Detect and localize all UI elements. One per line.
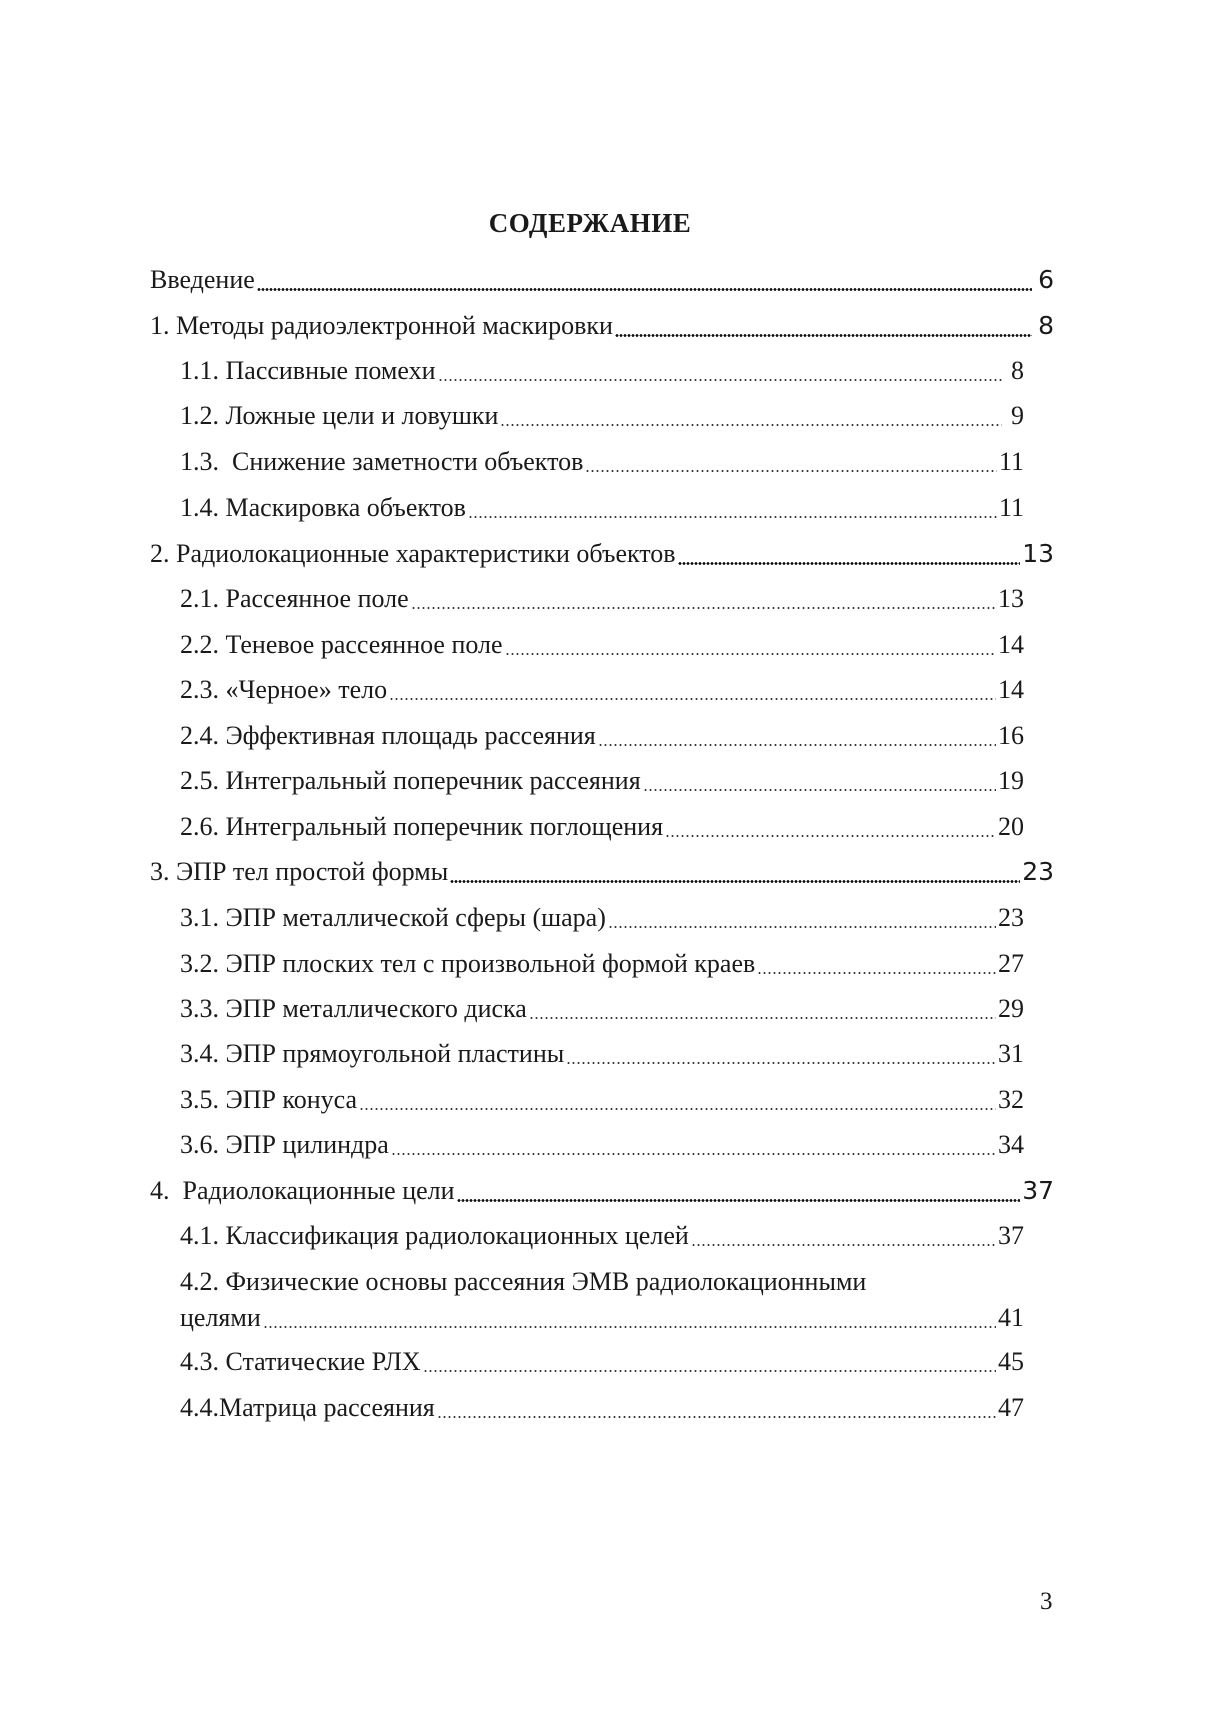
toc-entry-label-line1: 4.2. Физические основы рассеяния ЭМВ радиолокационными xyxy=(180,1267,867,1296)
toc-entry-label: 3.1. ЭПР металлической сферы (шара) xyxy=(180,903,606,932)
toc-entry-page: 8 xyxy=(1011,356,1024,385)
toc-entry-label: 4.4.Матрица рассеяния xyxy=(180,1393,435,1422)
toc-entry-page: 8 xyxy=(1038,311,1054,340)
toc-entry-label: целями xyxy=(180,1302,261,1332)
toc-entry xyxy=(150,490,1054,526)
toc-entry xyxy=(150,763,1054,799)
toc-entry-label: 1.1. Пассивные помехи xyxy=(180,356,436,385)
toc-entry-page: 31 xyxy=(998,1039,1024,1068)
toc-entry-page: 23 xyxy=(1022,857,1054,886)
toc-entry-label: 2.1. Рассеянное поле xyxy=(180,584,409,613)
toc-entry-label: 3.5. ЭПР конуса xyxy=(180,1085,358,1114)
dot-leader xyxy=(438,379,1003,381)
dot-leader xyxy=(359,1108,996,1110)
dot-leader xyxy=(450,880,1020,883)
dot-leader xyxy=(643,789,996,791)
toc-entry-label: 3.3. ЭПР металлического диска xyxy=(180,994,527,1023)
toc-entry-page: 23 xyxy=(998,903,1024,932)
dot-leader xyxy=(389,698,996,700)
dot-leader xyxy=(665,835,996,837)
toc-entry-page: 16 xyxy=(998,721,1024,750)
dot-leader xyxy=(437,1416,996,1418)
toc-entry xyxy=(150,398,1054,434)
toc-entry-page: 9 xyxy=(1011,401,1024,430)
toc-entry-label: 3.6. ЭПР цилиндра xyxy=(180,1130,389,1159)
toc-entry xyxy=(150,1264,1054,1336)
toc-entry-page: 34 xyxy=(998,1130,1024,1159)
toc-entry xyxy=(150,1173,1054,1209)
toc-entry xyxy=(150,1127,1054,1163)
dot-leader xyxy=(585,470,997,472)
toc-entry-page: 14 xyxy=(998,675,1024,704)
toc-entry-label: 1.2. Ложные цели и ловушки xyxy=(180,401,499,430)
toc-entry-page: 32 xyxy=(998,1085,1024,1114)
toc-entry xyxy=(150,536,1054,572)
toc-entry xyxy=(150,672,1054,708)
toc-entry-label: 2.3. «Черное» тело xyxy=(180,675,388,704)
toc-entry-page: 14 xyxy=(998,630,1024,659)
toc-entry-page: 11 xyxy=(998,447,1024,476)
toc-entry xyxy=(150,1082,1054,1118)
toc-entry xyxy=(150,809,1054,845)
toc-entry-label: 3.4. ЭПР прямоугольной пластины xyxy=(180,1039,565,1068)
toc-entry xyxy=(150,444,1054,480)
toc-entry-label: 2. Радиолокационные характеристики объектов xyxy=(150,539,676,568)
toc-entry xyxy=(150,946,1054,982)
toc-entry xyxy=(150,1036,1054,1072)
toc-entry-page: 19 xyxy=(998,766,1024,795)
dot-leader xyxy=(529,1017,996,1019)
toc-entry-page: 6 xyxy=(1038,265,1054,294)
toc-entry xyxy=(150,581,1054,617)
toc-entry-page: 45 xyxy=(998,1347,1024,1376)
dot-leader xyxy=(468,516,997,518)
toc-entry-label: 2.4. Эффективная площадь рассеяния xyxy=(180,721,596,750)
toc-entry xyxy=(150,854,1054,890)
toc-entry xyxy=(150,308,1054,344)
dot-leader xyxy=(263,1326,996,1328)
toc-entry-label: 3. ЭПР тел простой формы xyxy=(150,857,449,886)
dot-leader xyxy=(457,1199,1021,1202)
toc-entry-label: 4.3. Статические РЛХ xyxy=(180,1347,421,1376)
page-number: 3 xyxy=(1040,1588,1053,1615)
toc-entry-label: 4.1. Классификация радиолокационных целей xyxy=(180,1221,689,1250)
dot-leader xyxy=(608,926,996,928)
toc-entry xyxy=(150,1344,1054,1380)
dot-leader xyxy=(505,653,996,655)
dot-leader xyxy=(423,1370,996,1372)
toc-entry-label: 4. Радиолокационные цели xyxy=(150,1176,455,1205)
toc-entry-label: 3.2. ЭПР плоских тел с произвольной формой краев xyxy=(180,949,756,978)
toc-entry xyxy=(150,353,1054,389)
toc-entry xyxy=(150,1390,1054,1426)
toc-entry-label: 2.6. Интегральный поперечник поглощения xyxy=(180,812,664,841)
toc-title: СОДЕРЖАНИЕ xyxy=(488,208,692,238)
toc-entry-page: 41 xyxy=(998,1302,1024,1332)
toc-entry-page: 47 xyxy=(998,1393,1024,1422)
dot-leader xyxy=(598,744,996,746)
dot-leader xyxy=(391,1153,996,1155)
dot-leader xyxy=(691,1244,996,1246)
toc-entry xyxy=(150,627,1054,663)
toc-entry-label: 1.3. Снижение заметности объектов xyxy=(180,447,584,476)
toc-entry-page: 13 xyxy=(998,584,1024,613)
dot-leader xyxy=(678,562,1021,565)
toc-entry-page: 20 xyxy=(998,812,1024,841)
toc-entry-label: 2.5. Интегральный поперечник рассеяния xyxy=(180,766,641,795)
toc-entry xyxy=(150,1218,1054,1254)
dot-leader xyxy=(566,1062,996,1064)
toc-entry-page: 37 xyxy=(998,1221,1024,1250)
toc-entry xyxy=(150,718,1054,754)
toc-entry-label: 1.4. Маскировка объектов xyxy=(180,493,466,522)
toc-entry xyxy=(150,991,1054,1027)
toc-entry xyxy=(150,900,1054,936)
toc-entry-label: Введение xyxy=(150,265,255,294)
dot-leader xyxy=(257,288,1032,291)
toc-entry-page: 27 xyxy=(998,949,1024,978)
dot-leader xyxy=(757,972,996,974)
toc-entry-page: 29 xyxy=(998,994,1024,1023)
dot-leader xyxy=(615,334,1032,337)
toc-entry-page: 13 xyxy=(1022,539,1054,568)
toc-entry-label: 1. Методы радиоэлектронной маскировки xyxy=(150,311,613,340)
dot-leader xyxy=(500,424,1002,426)
toc-entry-page: 37 xyxy=(1022,1176,1054,1205)
toc-entry xyxy=(150,262,1054,298)
toc-entry-label: 2.2. Теневое рассеянное поле xyxy=(180,630,503,659)
dot-leader xyxy=(411,607,996,609)
toc-entry-page: 11 xyxy=(998,493,1024,522)
